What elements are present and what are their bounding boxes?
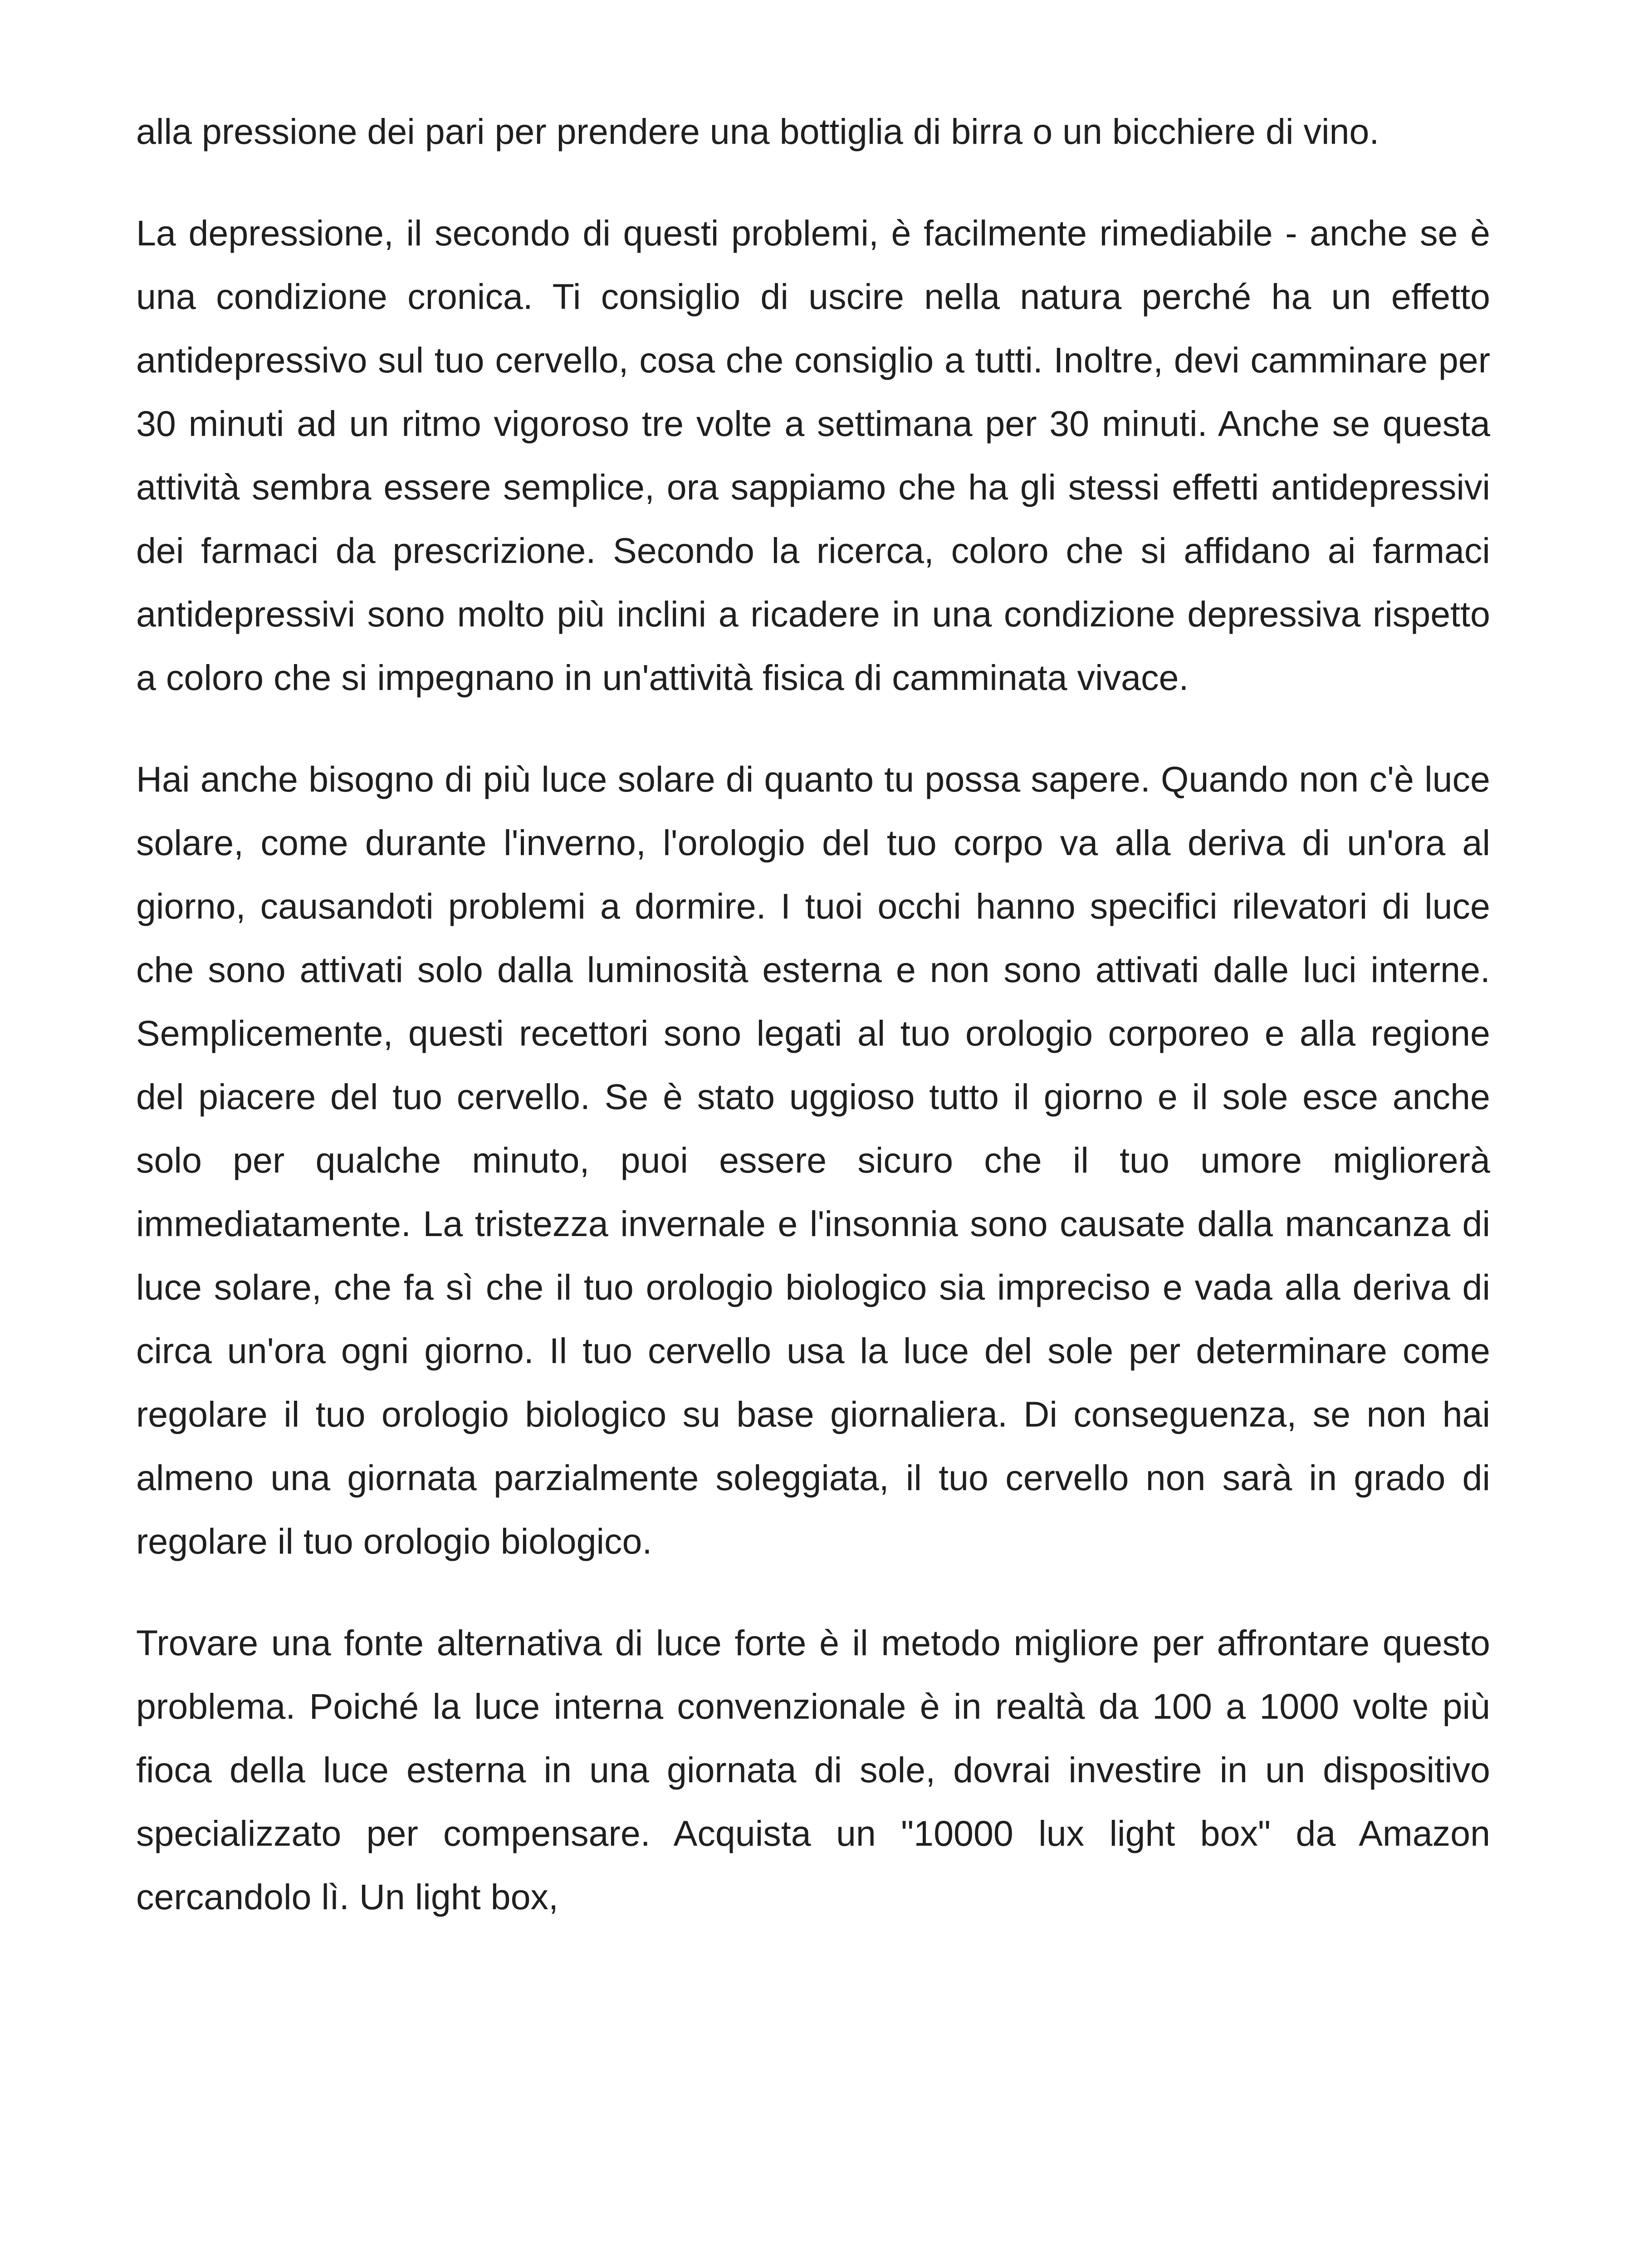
body-text bbox=[136, 100, 1490, 1929]
paragraph-1: alla pressione dei pari per prendere una bottiglia di birra o un bicchiere di vino. bbox=[136, 111, 1380, 152]
paragraph-4: Trovare una fonte alternativa di luce forte è il metodo migliore per affrontare questo problema. Poiché la luce interna convenzionale è in realtà da 100 a 1000 volte più fioca della luce esterna in una giornata di sole, dovrai investire in un dispositivo specializzato per compensare. Acquista un "10000 lux light box" da Amazon cercandolo lì. Un light box, bbox=[136, 1623, 1490, 1917]
paragraph-3: Hai anche bisogno di più luce solare di quanto tu possa sapere. Quando non c'è luce solare, come durante l'inverno, l'orologio del tuo corpo va alla deriva di un'ora al giorno, causandoti problemi a dormire. I tuoi occhi hanno specifici rilevatori di luce che sono attivati solo dalla luminosità esterna e non sono attivati dalle luci interne. Semplicemente, questi recettori sono legati al tuo orologio corporeo e alla regione del piacere del tuo cervello. Se è stato uggioso tutto il giorno e il sole esce anche solo per qualche minuto, puoi essere sicuro che il tuo umore migliorerà immediatamente. La tristezza invernale e l'insonnia sono causate dalla mancanza di luce solare, che fa sì che il tuo orologio biologico sia impreciso e vada alla deriva di circa un'ora ogni giorno. Il tuo cervello usa la luce del sole per determinare come regolare il tuo orologio biologico su base giornaliera. Di conseguenza, se non hai almeno una giornata parzialmente soleggiata, il tuo cervello non sarà in grado di regolare il tuo orologio biologico. bbox=[136, 759, 1490, 1561]
paragraph-2: La depressione, il secondo di questi problemi, è facilmente rimediabile - anche se è una condizione cronica. Ti consiglio di uscire nella natura perché ha un effetto antidepressivo sul tuo cervello, cosa che consiglio a tutti. Inoltre, devi camminare per 30 minuti ad un ritmo vigoroso tre volte a settimana per 30 minuti. Anche se questa attività sembra essere semplice, ora sappiamo che ha gli stessi effetti antidepressivi dei farmaci da prescrizione. Secondo la ricerca, coloro che si affidano ai farmaci antidepressivi sono molto più inclini a ricadere in una condizione depressiva rispetto a coloro che si impegnano in un'attività fisica di camminata vivace. bbox=[136, 213, 1490, 698]
